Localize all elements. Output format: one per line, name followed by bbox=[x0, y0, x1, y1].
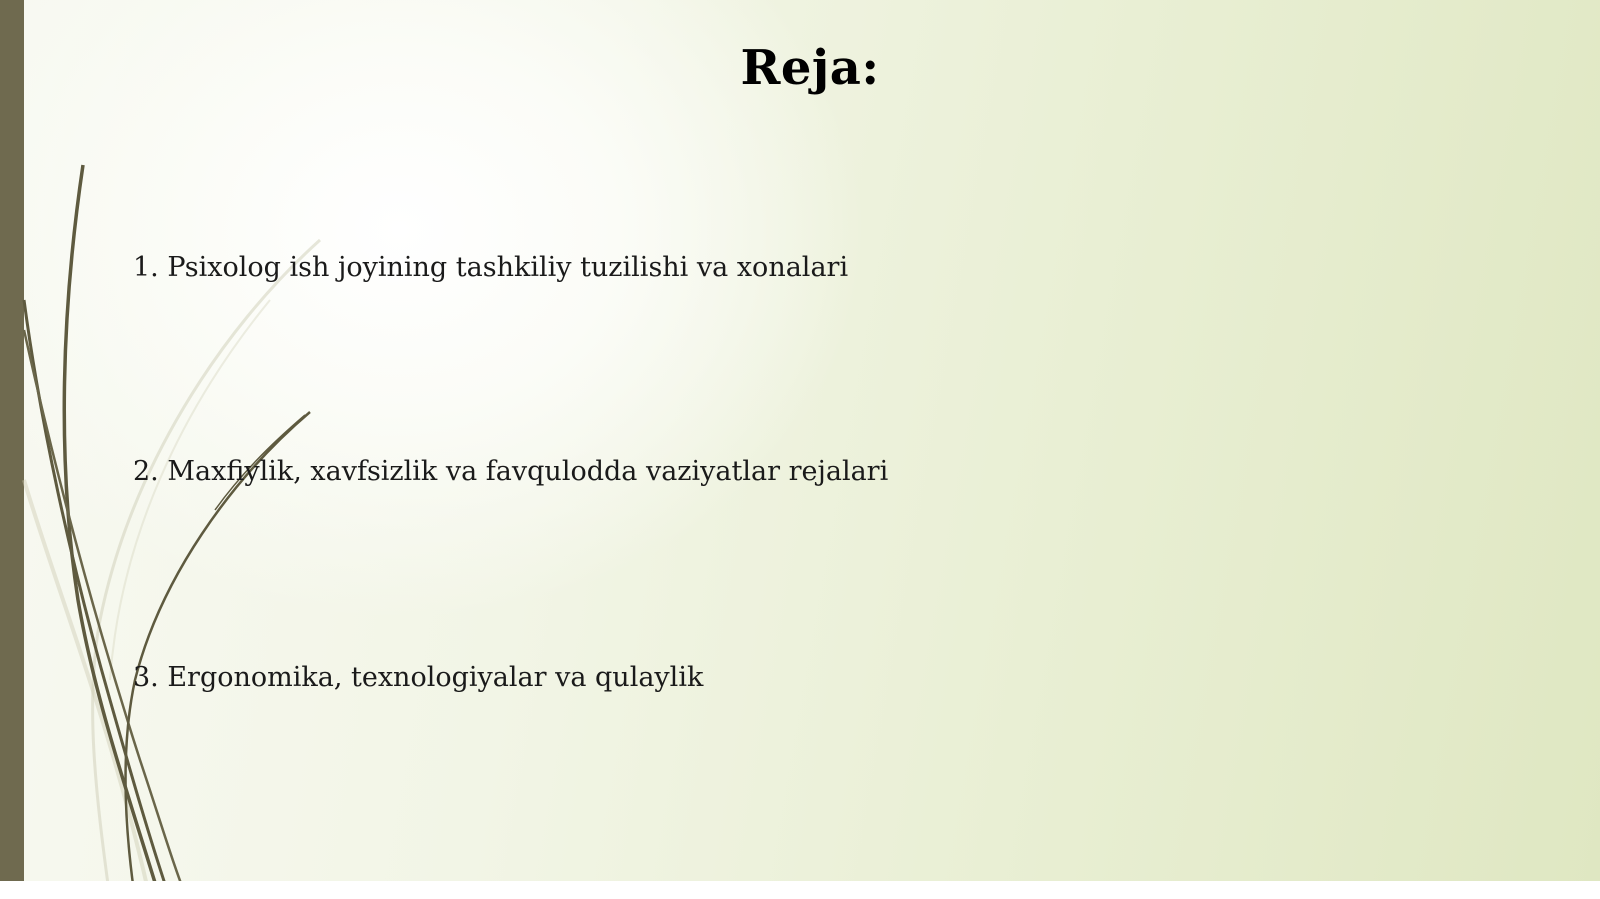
bottom-strip bbox=[0, 881, 1600, 899]
plan-item-1: 1. Psixolog ish joyining tashkiliy tuzilishi va xonalari bbox=[133, 252, 849, 283]
plan-item-2: 2. Maxfiylik, xavfsizlik va favqulodda vaziyatlar rejalari bbox=[133, 456, 889, 487]
slide-title: Reja: bbox=[740, 40, 880, 96]
plan-item-3: 3. Ergonomika, texnologiyalar va qulaylik bbox=[133, 662, 704, 693]
